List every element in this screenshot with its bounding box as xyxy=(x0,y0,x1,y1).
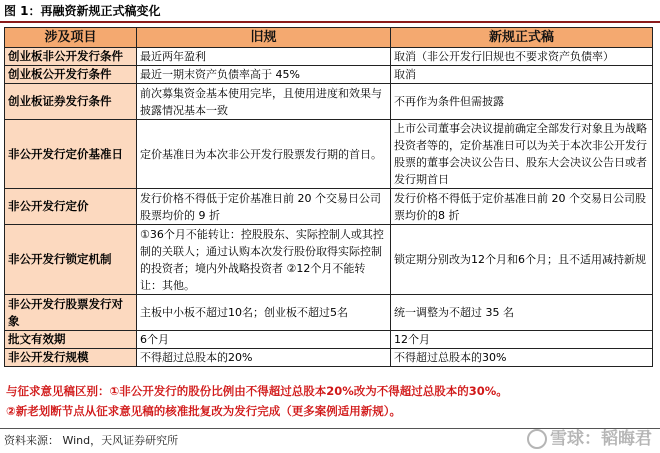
table-row xyxy=(5,349,653,367)
note-line: ②新老划断节点从征求意见稿的核准批复改为发行完成（更多案例适用新规）。 xyxy=(6,404,401,418)
row-new: 发行价格不得低于定价基准日前 20 个交易日公司股票均价的8 折 xyxy=(391,189,653,225)
table-row xyxy=(5,225,653,295)
row-item: 非公开发行锁定机制 xyxy=(5,225,137,295)
source-text: 资料来源： Wind，天风证券研究所 xyxy=(4,434,179,447)
table-row xyxy=(5,331,653,349)
row-old: 主板中小板不超过10名；创业板不超过5名 xyxy=(137,295,391,331)
row-new: 统一调整为不超过 35 名 xyxy=(391,295,653,331)
table-row xyxy=(5,48,653,66)
row-new: 12个月 xyxy=(391,331,653,349)
row-item: 非公开发行定价 xyxy=(5,189,137,225)
table-row xyxy=(5,84,653,120)
title-divider xyxy=(0,21,660,23)
row-old: 最近两年盈利 xyxy=(137,48,391,66)
row-item: 创业板公开发行条件 xyxy=(5,66,137,84)
watermark xyxy=(527,424,652,449)
table-header-row xyxy=(5,28,653,48)
row-item: 批文有效期 xyxy=(5,331,137,349)
figure-title: 图 1：再融资新规正式稿变化 xyxy=(4,4,161,18)
row-item: 创业板非公开发行条件 xyxy=(5,48,137,66)
row-item: 创业板证券发行条件 xyxy=(5,84,137,120)
row-item: 非公开发行股票发行对象 xyxy=(5,295,137,331)
watermark-text: 雪球：韬晦君 xyxy=(550,429,652,449)
row-old: 定价基准日为本次非公开发行股票发行期的首日。 xyxy=(137,120,391,189)
row-old: 6个月 xyxy=(137,331,391,349)
row-item: 非公开发行定价基准日 xyxy=(5,120,137,189)
row-new: 取消（非公开发行旧规也不要求资产负债率） xyxy=(391,48,653,66)
difference-notes xyxy=(6,381,508,421)
note-line: 与征求意见稿区别：①非公开发行的股份比例由不得超过总股本20%改为不得超过总股本的30%。 xyxy=(6,384,508,398)
table-row xyxy=(5,189,653,225)
row-new: 取消 xyxy=(391,66,653,84)
table-row xyxy=(5,120,653,189)
policy-comparison-table xyxy=(4,27,653,367)
row-old: 最近一期末资产负债率高于 45% xyxy=(137,66,391,84)
row-new: 不得超过总股本的30% xyxy=(391,349,653,367)
header-item: 涉及项目 xyxy=(5,28,137,48)
header-old-rule: 旧规 xyxy=(137,28,391,48)
row-old: ①36个月不能转让：控股股东、实际控制人或其控制的关联人；通过认购本次发行股份取得实际控制的投资者；境内外战略投资者 ②12个月不能转让：其他。 xyxy=(137,225,391,295)
snowball-logo-icon xyxy=(527,429,547,449)
row-old: 不得超过总股本的20% xyxy=(137,349,391,367)
row-new: 不再作为条件但需披露 xyxy=(391,84,653,120)
row-new: 上市公司董事会决议提前确定全部发行对象且为战略投资者等的，定价基准日可以为关于本次非公开发行股票的董事会决议公告日、股东大会决议公告日或者发行期首日 xyxy=(391,120,653,189)
row-old: 发行价格不得低于定价基准日前 20 个交易日公司股票均价的 9 折 xyxy=(137,189,391,225)
header-new-rule: 新规正式稿 xyxy=(391,28,653,48)
row-old: 前次募集资金基本使用完毕，且使用进度和效果与披露情况基本一致 xyxy=(137,84,391,120)
table-row xyxy=(5,66,653,84)
table-row xyxy=(5,295,653,331)
row-item: 非公开发行规模 xyxy=(5,349,137,367)
row-new: 锁定期分别改为12个月和6个月；且不适用减持新规 xyxy=(391,225,653,295)
